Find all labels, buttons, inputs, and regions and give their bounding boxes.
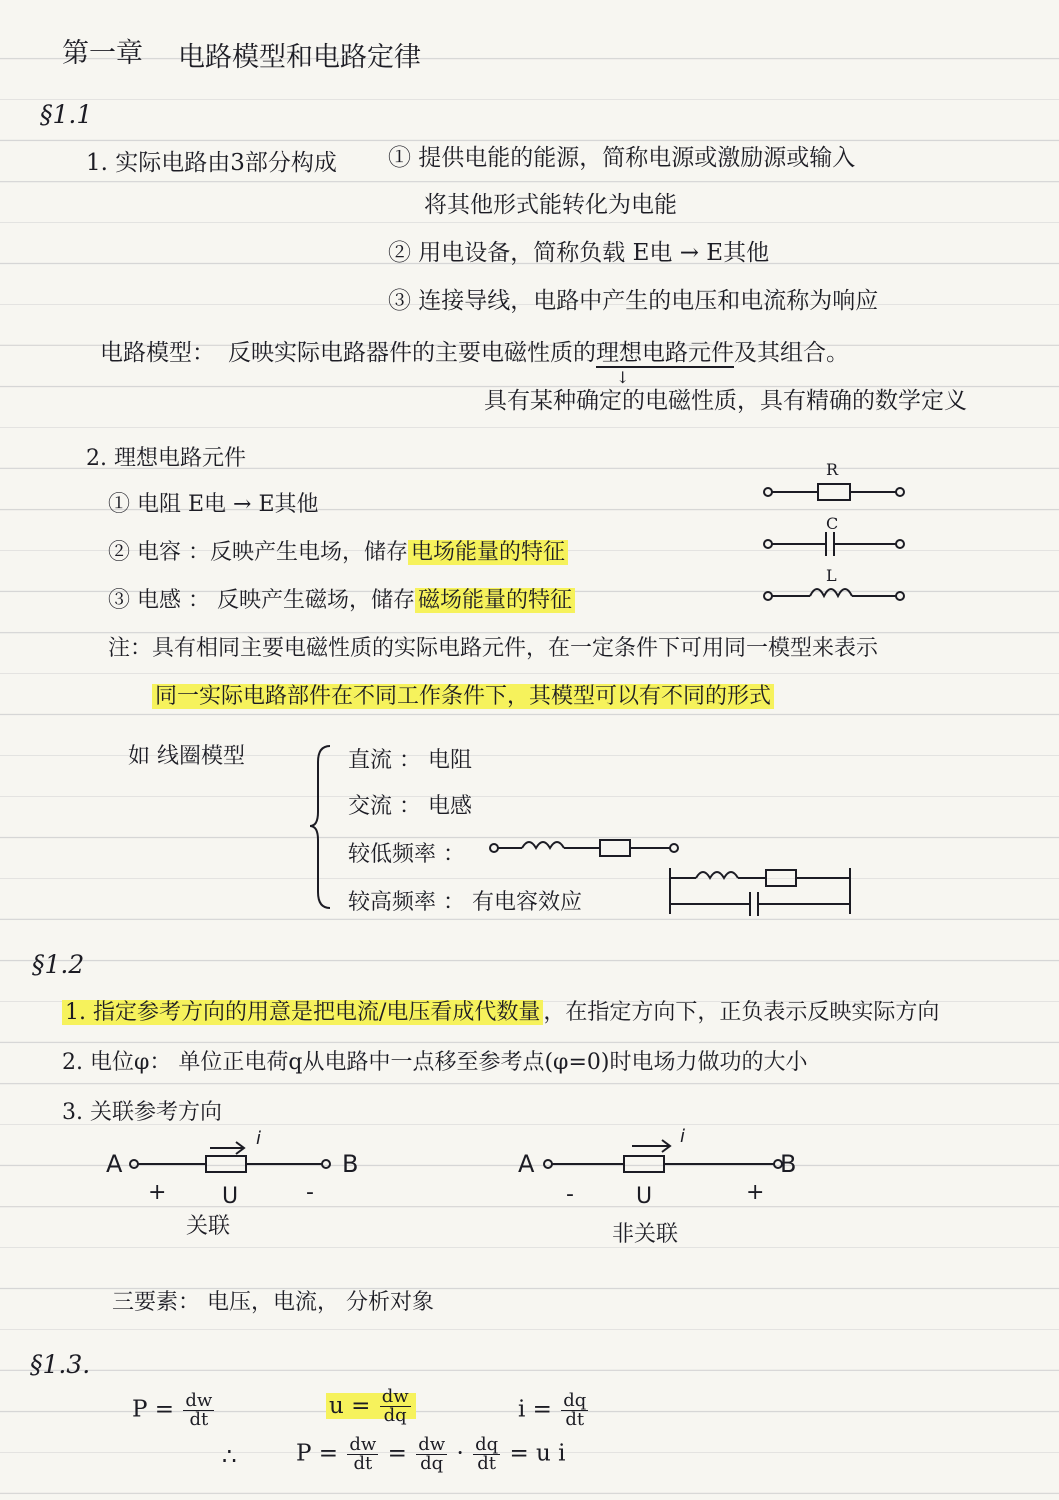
eq-power: P = $\frac{dw}{dt}$ [132, 1390, 213, 1430]
d2-caption: 非关联 [612, 1222, 679, 1247]
section-1-3-heading: §1.3. [30, 1350, 91, 1379]
element-symbols [760, 468, 920, 618]
coil-case-dc: 直流 ： 电阻 [348, 748, 472, 773]
element-inductor: ③ 电感 ： 反映产生磁场，储存 磁场能量的特征 [108, 588, 575, 614]
eq-current: i = $\frac{dq}{dt}$ [518, 1390, 587, 1430]
element-resistor: ① 电阻 E电 → E其他 [108, 492, 319, 517]
d2-voltage-label: U [636, 1184, 653, 1209]
d2-circuit [540, 1136, 780, 1176]
part-1-note: 将其他形式能转化为电能 [424, 192, 677, 218]
therefore-icon: ∴ [222, 1444, 237, 1470]
coil-case-high: 较高频率 ： 有电容效应 [348, 890, 582, 915]
ideal-element-underlined: 理想电路元件 [596, 340, 734, 366]
symbol-label-l: L [826, 566, 837, 585]
d1-voltage-label: U [222, 1184, 239, 1209]
symbol-label-r: R [826, 460, 839, 479]
d2-node-a: A [518, 1150, 535, 1178]
down-arrow-icon: ↓ [616, 368, 630, 387]
chapter-title: 电路模型和电路定律 [178, 42, 421, 73]
three-factors: 三要素： 电压，电流， 分析对象 [112, 1290, 434, 1315]
brace-icon [308, 742, 338, 912]
d1-node-a: A [106, 1150, 123, 1178]
d2-right-sign: + [746, 1180, 765, 1205]
part-3: ③ 连接导线，电路中产生的电压和电流称为响应 [388, 288, 879, 314]
note-highlight: 同一实际电路部件在不同工作条件下，其模型可以有不同的形式 [152, 684, 774, 710]
model-text: 反映实际电路器件的主要电磁性质的理想电路元件及其组合。 [228, 340, 849, 366]
d1-left-sign: + [148, 1180, 167, 1205]
d2-current-label: i [680, 1126, 686, 1147]
item1-label: 1. 实际电路由3部分构成 [86, 150, 337, 176]
note-text: 注：具有相同主要电磁性质的实际电路元件，在一定条件下可用同一模型来表示 [108, 636, 879, 661]
model-note: 具有某种确定的电磁性质，具有精确的数学定义 [484, 388, 967, 414]
eq-power-derivation: P = $\frac{dw}{dt}$ = $\frac{dw}{dq}$ · $\frac{dq}{dt}$ = u i [296, 1434, 566, 1474]
part-1: ① 提供电能的能源，简称电源或激励源或输入 [388, 145, 856, 171]
coil-model-label: 如 线圈模型 [128, 744, 245, 769]
d1-circuit [126, 1136, 346, 1176]
symbol-label-c: C [826, 514, 839, 533]
item-reference-direction: 1. 指定参考方向的用意是把电流/电压看成代数量 ，在指定方向下，正负表示反映实际方向 [62, 1000, 939, 1026]
coil-case-low: 较低频率 ： [348, 842, 465, 867]
d2-node-b: B [780, 1150, 797, 1178]
part-2: ② 用电设备，简称负载 E电 → E其他 [388, 240, 770, 266]
element-capacitor: ② 电容 ：反映产生电场，储存 电场能量的特征 [108, 540, 568, 566]
eq-voltage: u = $\frac{dw}{dq}$ [326, 1388, 416, 1425]
d2-left-sign: - [566, 1182, 574, 1207]
model-label: 电路模型： [100, 340, 215, 366]
item2-label: 2. 理想电路元件 [86, 446, 246, 471]
section-1-1-heading: §1.1 [40, 100, 93, 129]
section-1-2-heading: §1.2 [32, 950, 85, 979]
item-associated-direction: 3. 关联参考方向 [62, 1100, 222, 1125]
coil-case-ac: 交流 ： 电感 [348, 794, 472, 819]
chapter-number: 第一章 [62, 38, 143, 69]
high-freq-model-symbol [666, 864, 856, 924]
low-freq-model-symbol [488, 834, 688, 864]
d1-caption: 关联 [186, 1214, 231, 1239]
item-potential: 2. 电位φ： 单位正电荷q从电路中一点移至参考点(φ=0)时电场力做功的大小 [62, 1050, 808, 1075]
d1-node-b: B [342, 1150, 359, 1178]
d1-current-label: i [256, 1128, 262, 1149]
d1-right-sign: - [306, 1180, 314, 1205]
